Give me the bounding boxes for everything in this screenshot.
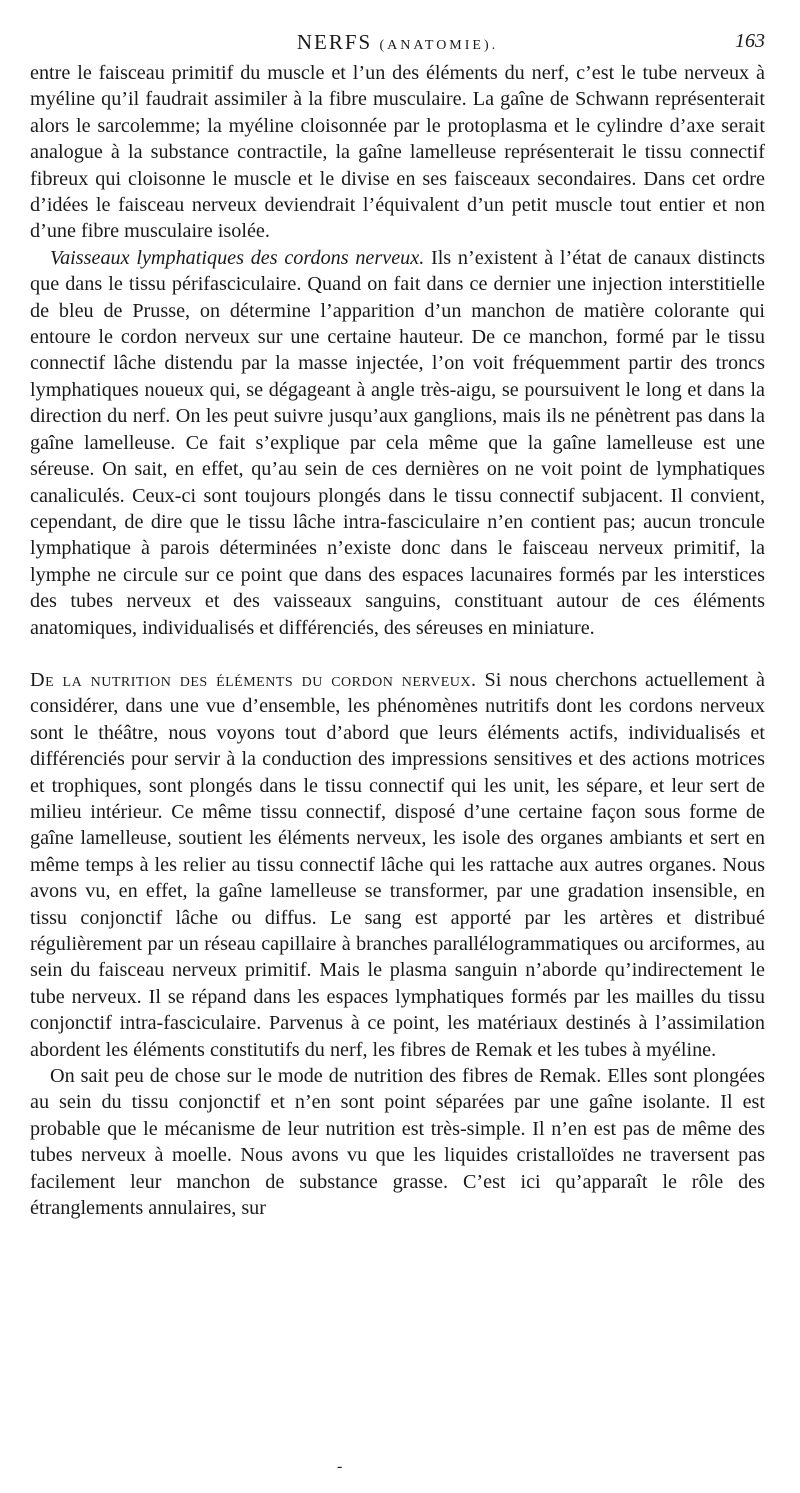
running-title — [30, 30, 765, 55]
nutrition-heading: De la nutrition des éléments du cordon nerveux. — [30, 668, 477, 691]
footer-mark: - — [337, 1458, 343, 1475]
running-head — [30, 30, 765, 60]
lymphatics-heading: Vaisseaux lymphatiques des cordons nerveux. — [50, 246, 425, 269]
running-title-sub: (ANATOMIE). — [379, 38, 499, 53]
paragraph-remak-fibers: On sait peu de chose sur le mode de nutrition des fibres de Remak. Elles sont plongées au sein du tissu conjonctif et n’en sont point séparées par une gaîne isolante. Il est probable que le mécanisme de leur nutrition est très-simple. Il n’en est pas de même des tubes nerveux à moelle. Nous avons vu que les liquides cristalloïdes ne traversent pas facilement leur manchon de substance grasse. C’est ici qu’apparaît le rôle des étranglements annulaires, sur — [30, 1065, 765, 1220]
page-number: 163 — [735, 30, 765, 52]
paragraph-lymphatics — [30, 245, 765, 641]
paragraph-muscle-analogy: entre le faisceau primitif du muscle et l’un des éléments du nerf, c’est le tube nerveux à myéline qu’il faudrait assimiler à la fibre musculaire. La gaîne de Schwann représenterait alors le sarcolemme; la myéline cloisonnée par le protoplasma et le cylindre d’axe serait analogue à la substance contractile, la gaîne lamelleuse représenterait le tissu connectif fibreux qui cloisonne le muscle et le divise en ses faisceaux secondaires. Dans cet ordre d’idées le faisceau nerveux deviendrait l’équivalent d’un petit muscle tout entier et non d’une fibre musculaire isolée. — [30, 62, 765, 243]
running-title-main: NERFS — [296, 30, 373, 54]
lymphatics-text: Ils n’existent à l’état de canaux distincts que dans le tissu périfasciculaire. Quand on fait dans ce dernier une injection interstitielle de bleu de Prusse, on détermine l’apparition d’un manchon de matière colorante qui entoure le cordon nerveux sur une certaine hauteur. De ce manchon, formé par le tissu connectif lâche distendu par la masse injectée, l’on voit fréquemment partir des troncs lymphatiques noueux qui, se dégageant à angle très-aigu, se poursuivent le long et dans la direction du nerf. On les peut suivre jusqu’aux ganglions, mais ils ne pénètrent pas dans la gaîne lamelleuse. Ce fait s’explique par cela même que la gaîne lamelleuse est une séreuse. On sait, en effet, qu’au sein de ces dernières on ne voit point de lymphatiques canaliculés. Ceux-ci sont toujours plongés dans le tissu connectif subjacent. Il convient, cependant, de dire que le tissu lâche intra-fasciculaire n’en contient pas; aucun troncule lymphatique à parois déterminées n’existe donc dans le faisceau nerveux primitif, la lymphe ne circule sur ce point que dans des espaces lacunaires formés par les interstices des tubes nerveux et des vaisseaux sanguins, constituant autour de ces éléments anatomiques, individualisés et différenciés, des séreuses en miniature. — [30, 246, 766, 639]
nutrition-text: Si nous cherchons actuellement à considérer, dans une vue d’ensemble, les phénomènes nutritifs dont les cordons nerveux sont le théâtre, nous voyons tout d’abord que leurs éléments actifs, individualisés et différenciés pour servir à la conduction des impressions sensitives et des actions motrices et trophiques, sont plongés dans le tissu connectif qui les unit, les sépare, et leur sert de milieu intérieur. Ce même tissu connectif, disposé d’une certaine façon sous forme de gaîne lamelleuse, soutient les éléments nerveux, les isole des organes ambiants et sert en même temps à les relier au tissu connectif lâche qui les rattache aux autres organes. Nous avons vu, en effet, la gaîne lamelleuse se transformer, par une gradation insensible, en tissu conjonctif lâche ou diffus. Le sang est apporté par les artères et distribué régulièrement par un réseau capillaire à branches parallélogrammatiques ou arciformes, au sein du faisceau nerveux primitif. Mais le plasma sanguin n’aborde qu’indirectement le tube nerveux. Il se répand dans les espaces lymphatiques formés par les mailles du tissu conjonctif intra-fasciculaire. Parvenus à ce point, les matériaux destinés à l’assimilation abordent les éléments constitutifs du nerf, les fibres de Remak et les tubes à myéline. — [30, 668, 765, 1061]
paragraph-nutrition — [30, 667, 765, 1063]
page — [30, 30, 765, 1221]
